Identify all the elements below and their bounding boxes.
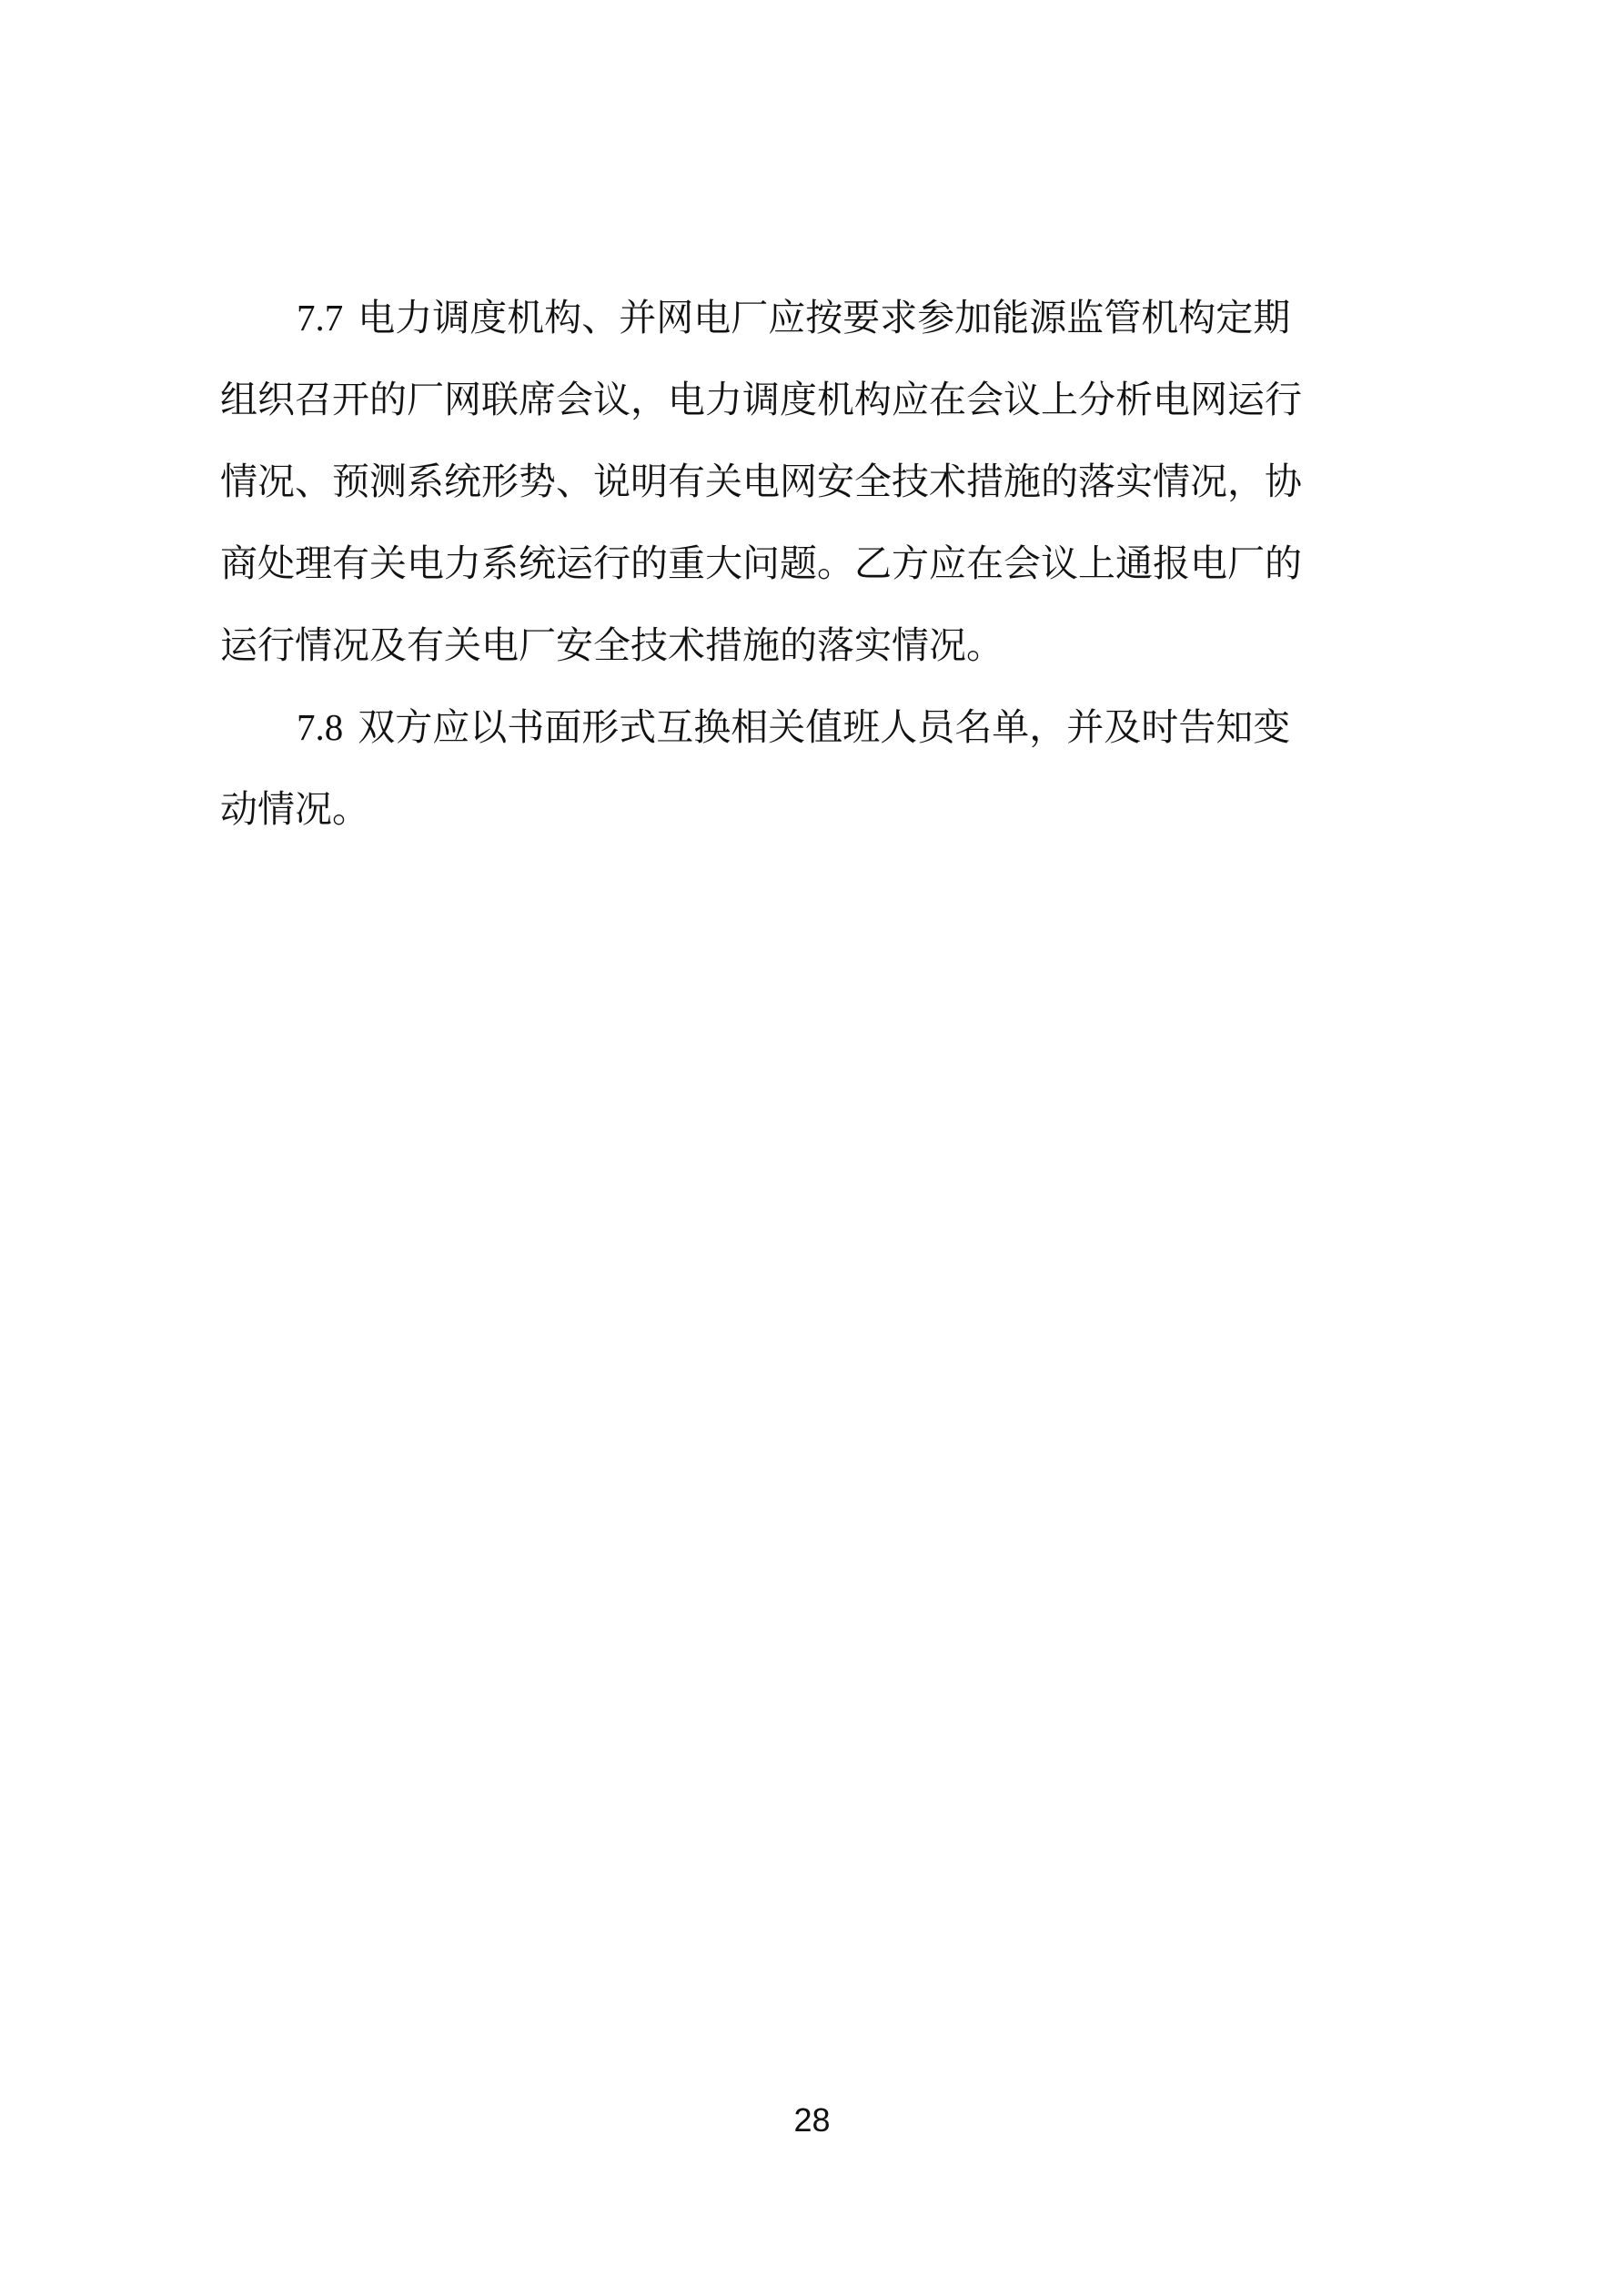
clause-text: 双方应以书面形式互换相关值班人员名单，并及时告知变 xyxy=(358,705,1291,749)
clause-7-7-line-1 xyxy=(220,277,1407,359)
clause-7-8-line-1 xyxy=(220,686,1407,768)
clause-7-8-line-2: 动情况。 xyxy=(220,787,369,831)
clause-text: 电力调度机构、并网电厂应按要求参加能源监管机构定期 xyxy=(358,296,1291,339)
clause-7-7-line-2: 组织召开的厂网联席会议，电力调度机构应在会议上分析电网运行 xyxy=(220,378,1302,421)
clause-7-7-line-4: 商处理有关电力系统运行的重大问题。乙方应在会议上通报电厂的 xyxy=(220,541,1302,585)
clause-7-7-line-5: 运行情况及有关电厂安全技术措施的落实情况。 xyxy=(220,623,1004,667)
page-number: 28 xyxy=(793,2101,831,2139)
clause-number: 7.7 xyxy=(297,297,344,339)
clause-number: 7.8 xyxy=(297,706,344,748)
document-body xyxy=(220,277,1407,850)
clause-7-7-line-3: 情况、预测系统形势、说明有关电网安全技术措施的落实情况，协 xyxy=(220,460,1302,503)
